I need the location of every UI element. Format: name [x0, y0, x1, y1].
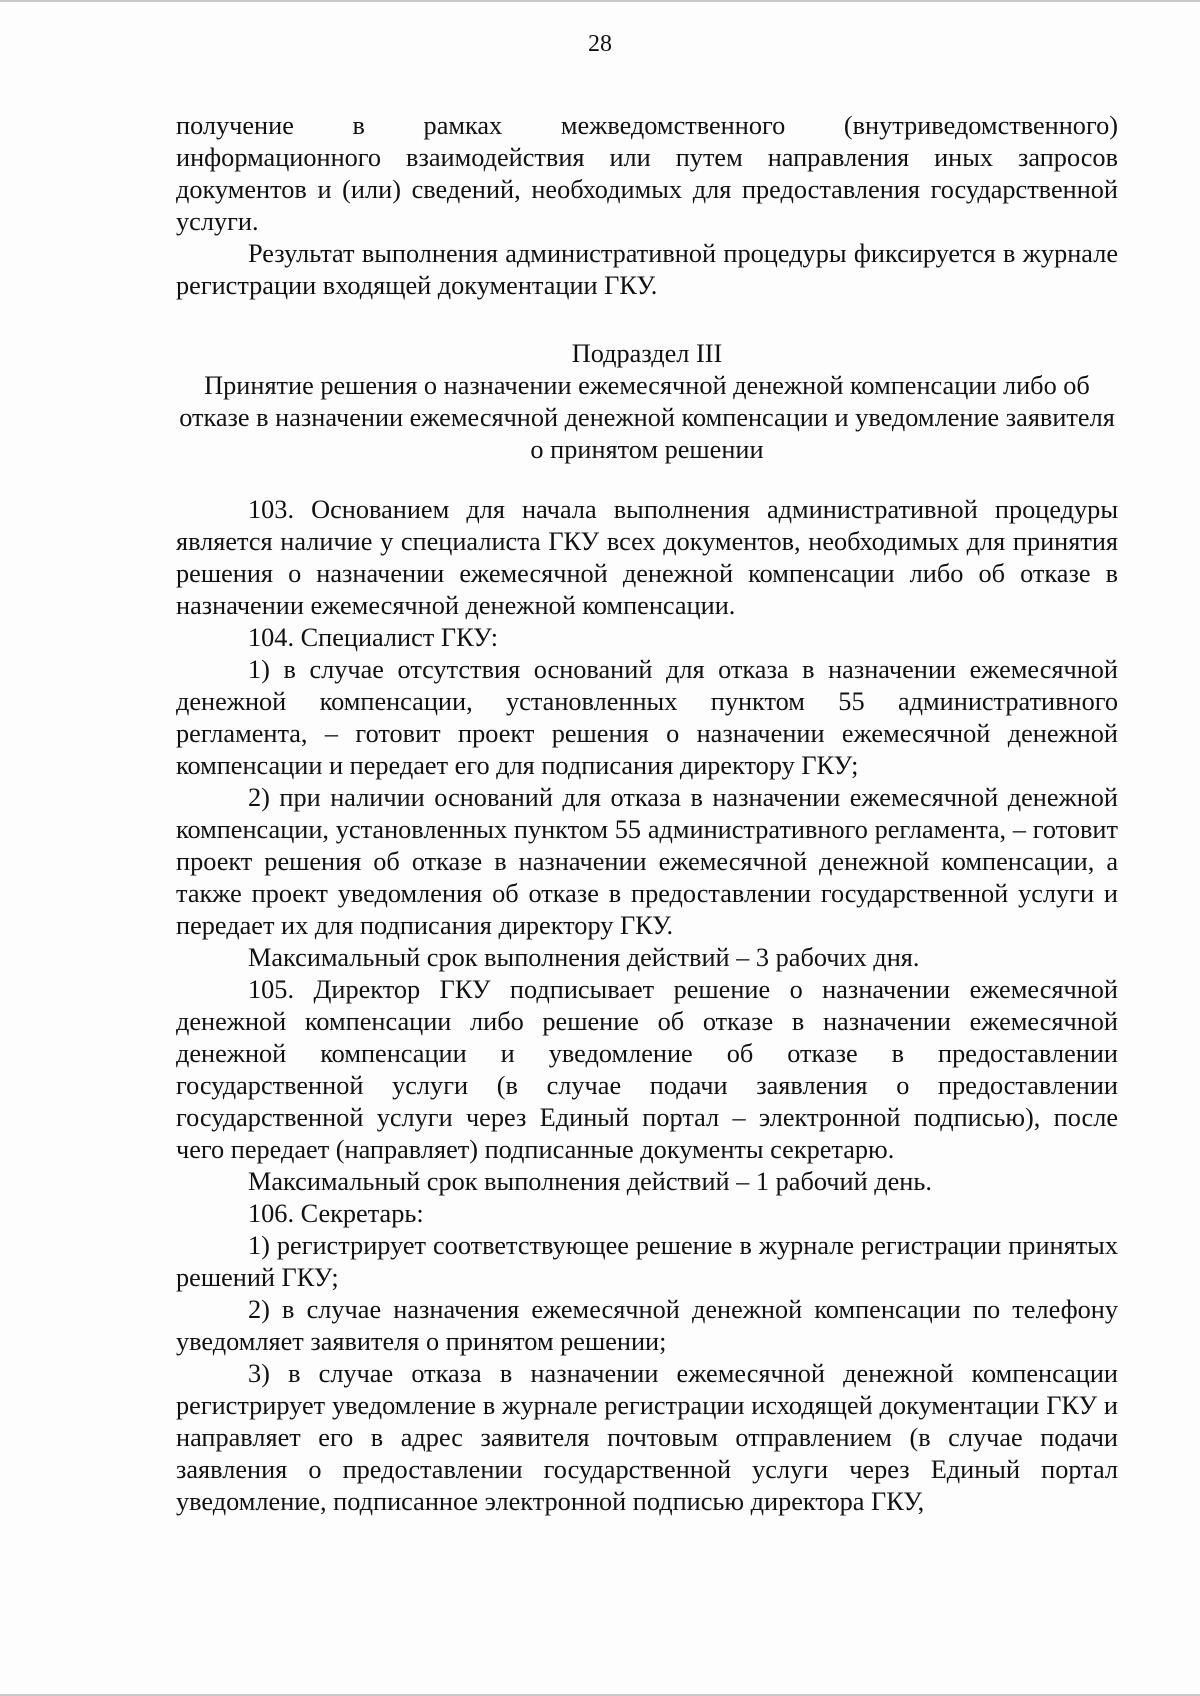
clause-104-item-1: 1) в случае отсутствия оснований для отказа в назначении ежемесячной денежной компенсации, установленных пунктом 55 административного регламента, – готовит проект решения о назначении ежемесячной денежной компенсации и передает его для подписания директору ГКУ;	[176, 655, 1118, 780]
max-term-105: Максимальный срок выполнения действий – 1 рабочий день.	[248, 1167, 932, 1196]
clause-106: 106. Секретарь:	[248, 1199, 424, 1228]
clause-105: 105. Директор ГКУ подписывает решение о назначении ежемесячной денежной компенсации либо решение об отказе в назначении ежемесячной денежной компенсации и уведомление об отказе в предоставлении государственной услуги (в случае подачи заявления о предоставлении государственной услуги через Единый портал – электронной подписью), после чего передает (направляет) подписанные документы секретарю.	[176, 975, 1118, 1164]
document-body	[176, 110, 1118, 1518]
clause-103: 103. Основанием для начала выполнения административной процедуры является наличие у специалиста ГКУ всех документов, необходимых для принятия решения о назначении ежемесячной денежной компенсации либо об отказе в назначении ежемесячной денежной компенсации.	[176, 495, 1118, 620]
page-number: 28	[588, 31, 612, 57]
clause-106-item-1: 1) регистрирует соответствующее решение в журнале регистрации принятых решений ГКУ;	[176, 1231, 1118, 1292]
clause-106-item-2: 2) в случае назначения ежемесячной денежной компенсации по телефону уведомляет заявителя о принятом решении;	[176, 1295, 1118, 1356]
intro-paragraph: получение в рамках межведомственного (внутриведомственного) информационного взаимодействия или путем направления иных запросов документов и (или) сведений, необходимых для предоставления государственной услуги.	[176, 111, 1118, 236]
subsection-label: Подраздел III	[571, 339, 723, 368]
subsection-title: Принятие решения о назначении ежемесячной денежной компенсации либо об отказе в назначении ежемесячной денежной компенсации и уведомление заявителя о принятом решении	[179, 371, 1115, 464]
intro-paragraph: Результат выполнения административной процедуры фиксируется в журнале регистрации входящей документации ГКУ.	[176, 239, 1118, 300]
max-term-104: Максимальный срок выполнения действий – 3 рабочих дня.	[248, 943, 920, 972]
clause-104-item-2: 2) при наличии оснований для отказа в назначении ежемесячной денежной компенсации, установленных пунктом 55 административного регламента, – готовит проект решения об отказе в назначении ежемесячной денежной компенсации, а также проект уведомления об отказе в предоставлении государственной услуги и передает их для подписания директору ГКУ.	[176, 783, 1118, 940]
clause-106-item-3: 3) в случае отказа в назначении ежемесячной денежной компенсации регистрирует уведомление в журнале регистрации исходящей документации ГКУ и направляет его в адрес заявителя почтовым отправлением (в случае подачи заявления о предоставлении государственной услуги через Единый портал уведомление, подписанное электронной подписью директора ГКУ,	[176, 1359, 1118, 1516]
scan-edge-top	[0, 0, 1200, 2]
clause-104: 104. Специалист ГКУ:	[248, 623, 498, 652]
